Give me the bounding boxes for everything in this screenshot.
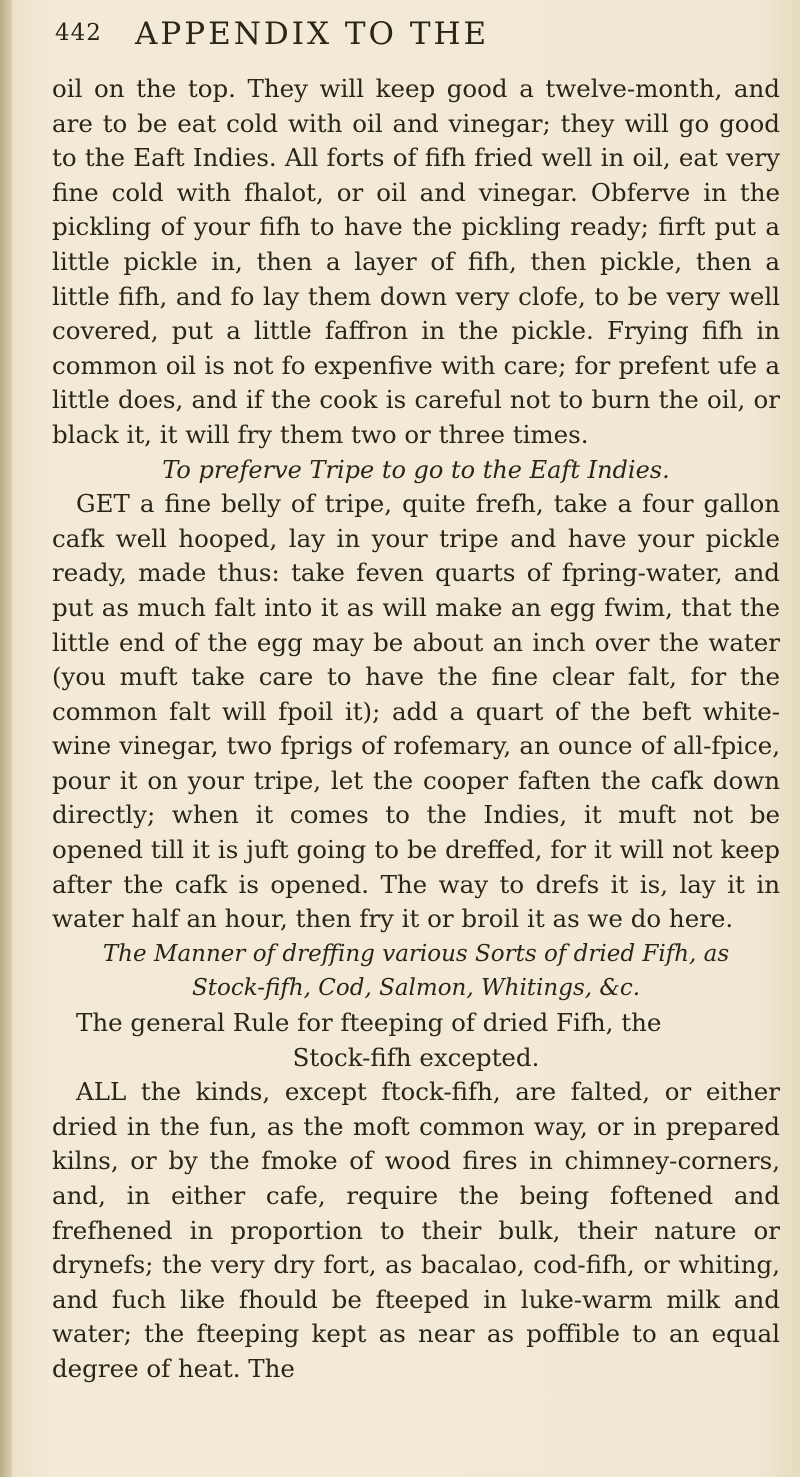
section-heading-dried-fish bbox=[52, 937, 780, 1006]
page-body bbox=[52, 72, 780, 1387]
general-rule-heading bbox=[52, 1006, 780, 1041]
page-header bbox=[0, 16, 800, 66]
rule-line-2: Stock-fifh excepted. bbox=[292, 1042, 540, 1072]
section-heading-tripe: To preferve Tripe to go to the Eaft Indies. bbox=[162, 455, 670, 484]
rule-line-1: The general Rule for fteeping of dried Fifh, the bbox=[76, 1008, 662, 1038]
running-head: APPENDIX TO THE bbox=[135, 16, 490, 52]
final-paragraph: ALL the kinds, except ftock-fifh, are falted, or either dried in the fun, as the moft common way, or in prepared kilns, or by the fmoke of wood fires in chimney-corners, and, in either cafe, require the being foftened and frefhened in proportion to their bulk, their nature or drynefs; the very dry fort, as bacalao, cod-fifh, or whiting, and fuch like fhould be fteeped in luke-warm milk and water; the fteeping kept as near as poffible to an equal degree of heat. The bbox=[52, 1077, 780, 1383]
tripe-paragraph: GET a fine belly of tripe, quite frefh, take a four gallon cafk well hooped, lay in your tripe and have your pickle ready, made thus: take feven quarts of fpring-water, and put as much falt into it as will make an egg fwim, that the little end of the egg may be about an inch over the water (you muft take care to have the fine clear falt, for the common falt will fpoil it); add a quart of the beft white-wine vinegar, two fprigs of rofemary, an ounce of all-fpice, pour it on your tripe, let the cooper faften the cafk down directly; when it comes to the Indies, it muft not be opened till it is juft going to be dreffed, for it will not keep after the cafk is opened. The way to drefs it is, lay it in water half an hour, then fry it or broil it as we do here. bbox=[52, 489, 780, 934]
heading-line-1: The Manner of dreffing various Sorts of dried Fifh, as bbox=[102, 940, 730, 967]
rule-line-2-wrap bbox=[52, 1041, 780, 1076]
page-number: 442 bbox=[55, 20, 102, 46]
heading-line-2: Stock-fifh, Cod, Salmon, Whitings, &c. bbox=[191, 975, 641, 1002]
page-gutter bbox=[0, 0, 12, 1477]
opening-paragraph: oil on the top. They will keep good a twelve-month, and are to be eat cold with oil and vinegar; they will go good to the Eaft Indies. All forts of fifh fried well in oil, eat very fine cold with fhalot, or oil and vinegar. Obferve in the pickling of your fifh to have the pickling ready; firft put a little pickle in, then a layer of fifh, then pickle, then a little fifh, and fo lay them down very clofe, to be very well covered, put a little faffron in the pickle. Frying fifh in common oil is not fo expenfive with care; for prefent ufe a little does, and if the cook is careful not to burn the oil, or black it, it will fry them two or three times. bbox=[52, 74, 780, 449]
